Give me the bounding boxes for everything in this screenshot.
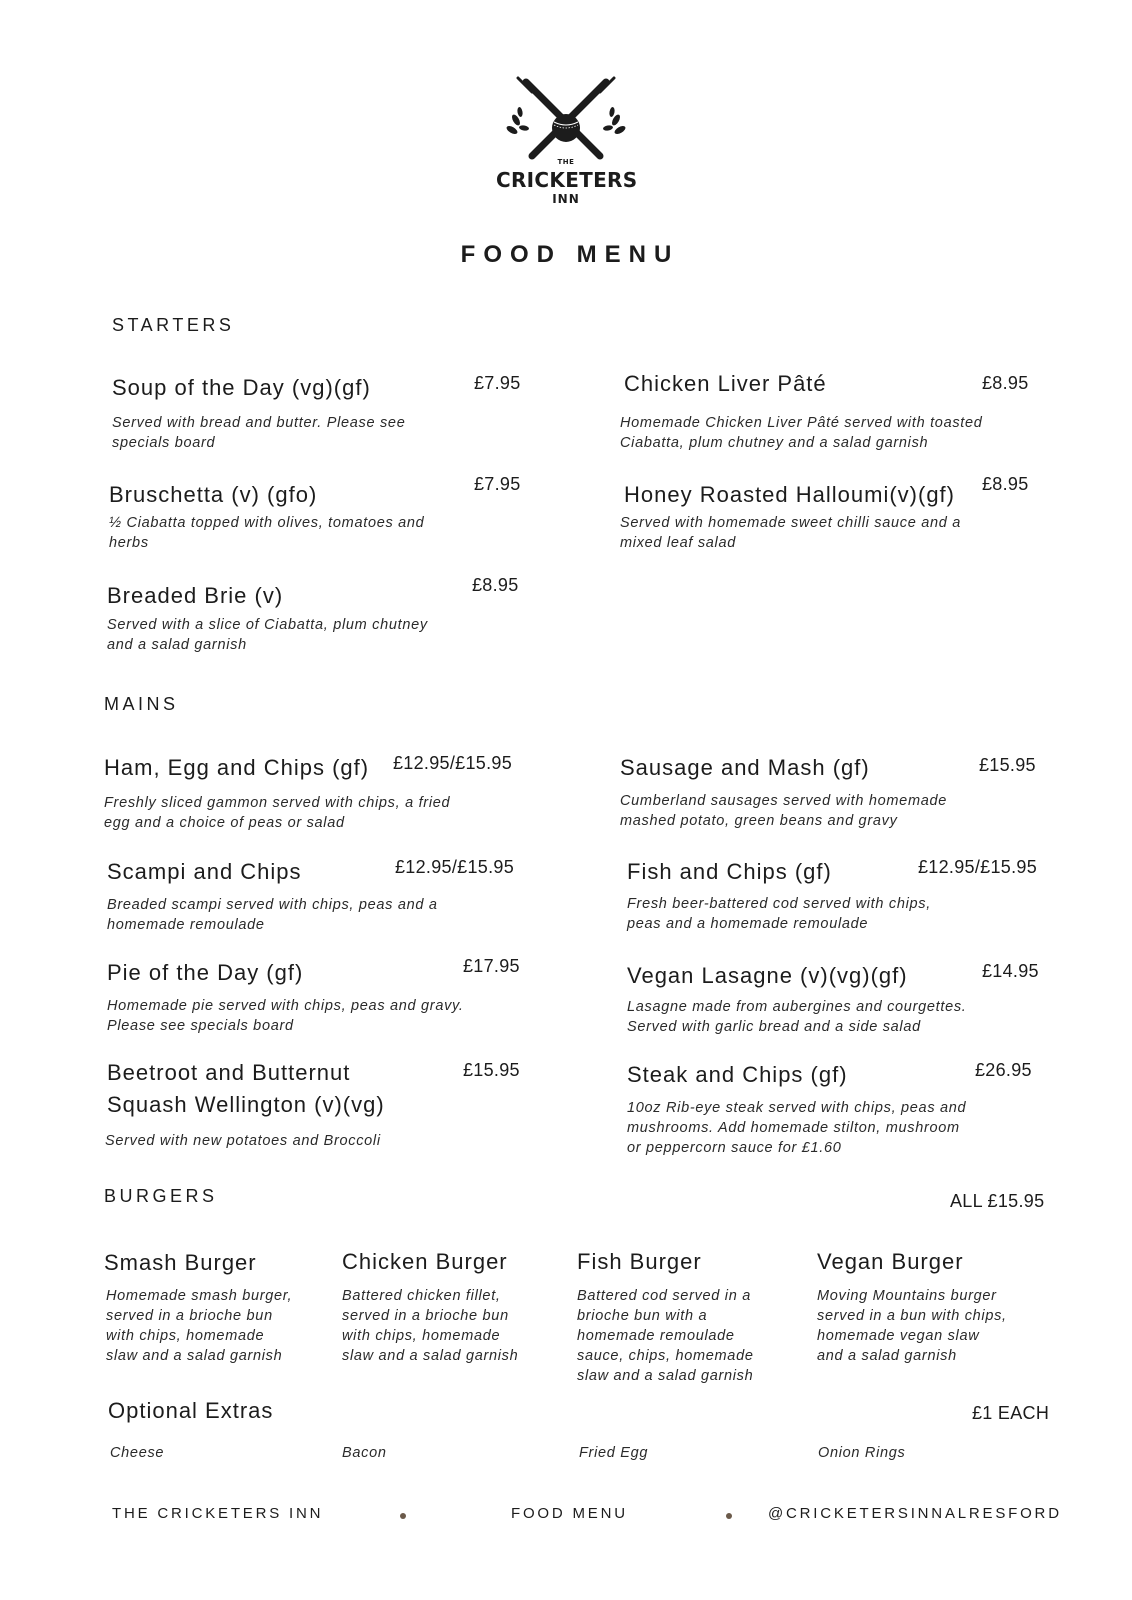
page-title: FOOD MENU: [460, 241, 680, 268]
menu-item-price: £12.95/£15.95: [395, 857, 515, 877]
menu-item-name: Breaded Brie (v): [107, 583, 284, 608]
burger-description: Homemade smash burger, served in a brioche bun with chips, homemade slaw and a salad garnish: [106, 1288, 293, 1364]
menu-item-name: Vegan Lasagne (v)(vg)(gf): [627, 963, 908, 988]
burger-name: Chicken Burger: [342, 1249, 508, 1274]
menu-item-name: Fish and Chips (gf): [627, 859, 832, 884]
burger-name: Fish Burger: [577, 1249, 702, 1274]
extras-price-note: £1 EACH: [972, 1403, 1050, 1423]
burger-name: Smash Burger: [104, 1250, 257, 1275]
menu-item-price: £12.95/£15.95: [918, 857, 1038, 877]
logo-text-the: THE: [557, 158, 575, 166]
menu-item-name: Honey Roasted Halloumi(v)(gf): [624, 482, 955, 507]
menu-item-price: £15.95: [463, 1060, 520, 1080]
section-heading-burgers: BURGERS: [104, 1186, 218, 1206]
menu-item-description: Served with homemade sweet chilli sauce and a mixed leaf salad: [620, 515, 961, 551]
menu-item-name: Steak and Chips (gf): [627, 1062, 848, 1087]
extra-item: Onion Rings: [818, 1445, 906, 1461]
menu-item-description: Freshly sliced gammon served with chips, a fried egg and a choice of peas or salad: [104, 795, 451, 831]
menu-item-description: Served with new potatoes and Broccoli: [105, 1133, 381, 1149]
menu-item-name: Ham, Egg and Chips (gf): [104, 755, 370, 780]
menu-item-description: Breaded scampi served with chips, peas and a homemade remoulade: [107, 897, 438, 933]
burger-description: Battered chicken fillet, served in a brioche bun with chips, homemade slaw and a salad garnish: [342, 1288, 519, 1364]
menu-item-price: £8.95: [982, 474, 1029, 494]
menu-item-price: £15.95: [979, 755, 1036, 775]
logo: [496, 76, 636, 208]
extra-item: Bacon: [342, 1445, 387, 1461]
section-heading-mains: MAINS: [104, 694, 179, 714]
menu-item-price: £7.95: [474, 373, 521, 393]
menu-item-price: £8.95: [982, 373, 1029, 393]
menu-item-description: Homemade Chicken Liver Pâté served with toasted Ciabatta, plum chutney and a salad garnish: [620, 415, 983, 451]
menu-item-name: Sausage and Mash (gf): [620, 755, 870, 780]
menu-item-name: Soup of the Day (vg)(gf): [112, 375, 371, 400]
logo-text-inn: INN: [552, 192, 580, 206]
footer-social-handle: @CRICKETERSINNALRESFORD: [768, 1505, 1062, 1522]
footer-title: FOOD MENU: [511, 1505, 628, 1522]
footer-separator-dot: [726, 1513, 732, 1519]
menu-item-description: Served with bread and butter. Please see specials board: [112, 415, 406, 451]
menu-item-name: Pie of the Day (gf): [107, 960, 304, 985]
menu-item-description: 10oz Rib-eye steak served with chips, peas and mushrooms. Add homemade stilton, mushroom or peppercorn sauce for £1.60: [627, 1100, 967, 1156]
section-heading-starters: STARTERS: [112, 315, 235, 335]
menu-item-name: Beetroot and Butternut Squash Wellington (v)(vg): [107, 1060, 385, 1117]
menu-item-price: £8.95: [472, 575, 519, 595]
logo-text-name: CRICKETERS: [496, 168, 638, 192]
menu-item-price: £14.95: [982, 961, 1039, 981]
menu-item-description: ½ Ciabatta topped with olives, tomatoes and herbs: [109, 515, 425, 551]
footer-separator-dot: [400, 1513, 406, 1519]
menu-item-description: Served with a slice of Ciabatta, plum chutney and a salad garnish: [107, 617, 428, 653]
menu-item-price: £12.95/£15.95: [393, 753, 513, 773]
burger-description: Moving Mountains burger served in a bun with chips, homemade vegan slaw and a salad garnish: [817, 1288, 1007, 1364]
menu-item-price: £7.95: [474, 474, 521, 494]
crossed-bats-icon: [496, 76, 636, 162]
menu-item-name: Bruschetta (v) (gfo): [109, 482, 318, 507]
burger-name: Vegan Burger: [817, 1249, 964, 1274]
menu-item-description: Homemade pie served with chips, peas and gravy. Please see specials board: [107, 998, 464, 1034]
menu-item-description: Cumberland sausages served with homemade mashed potato, green beans and gravy: [620, 793, 948, 829]
menu-item-name: Chicken Liver Pâté: [624, 371, 827, 396]
footer-brand: THE CRICKETERS INN: [112, 1505, 324, 1522]
burger-description: Battered cod served in a brioche bun with a homemade remoulade sauce, chips, homemade slaw and a salad garnish: [577, 1288, 754, 1384]
burgers-price-note: ALL £15.95: [950, 1191, 1045, 1211]
menu-item-description: Fresh beer-battered cod served with chips, peas and a homemade remoulade: [627, 896, 931, 932]
menu-item-price: £17.95: [463, 956, 520, 976]
extras-heading: Optional Extras: [108, 1398, 274, 1423]
extra-item: Cheese: [110, 1445, 165, 1461]
extra-item: Fried Egg: [579, 1445, 649, 1461]
menu-item-name: Scampi and Chips: [107, 859, 302, 884]
menu-item-price: £26.95: [975, 1060, 1032, 1080]
menu-item-description: Lasagne made from aubergines and courgettes. Served with garlic bread and a side salad: [627, 999, 967, 1035]
